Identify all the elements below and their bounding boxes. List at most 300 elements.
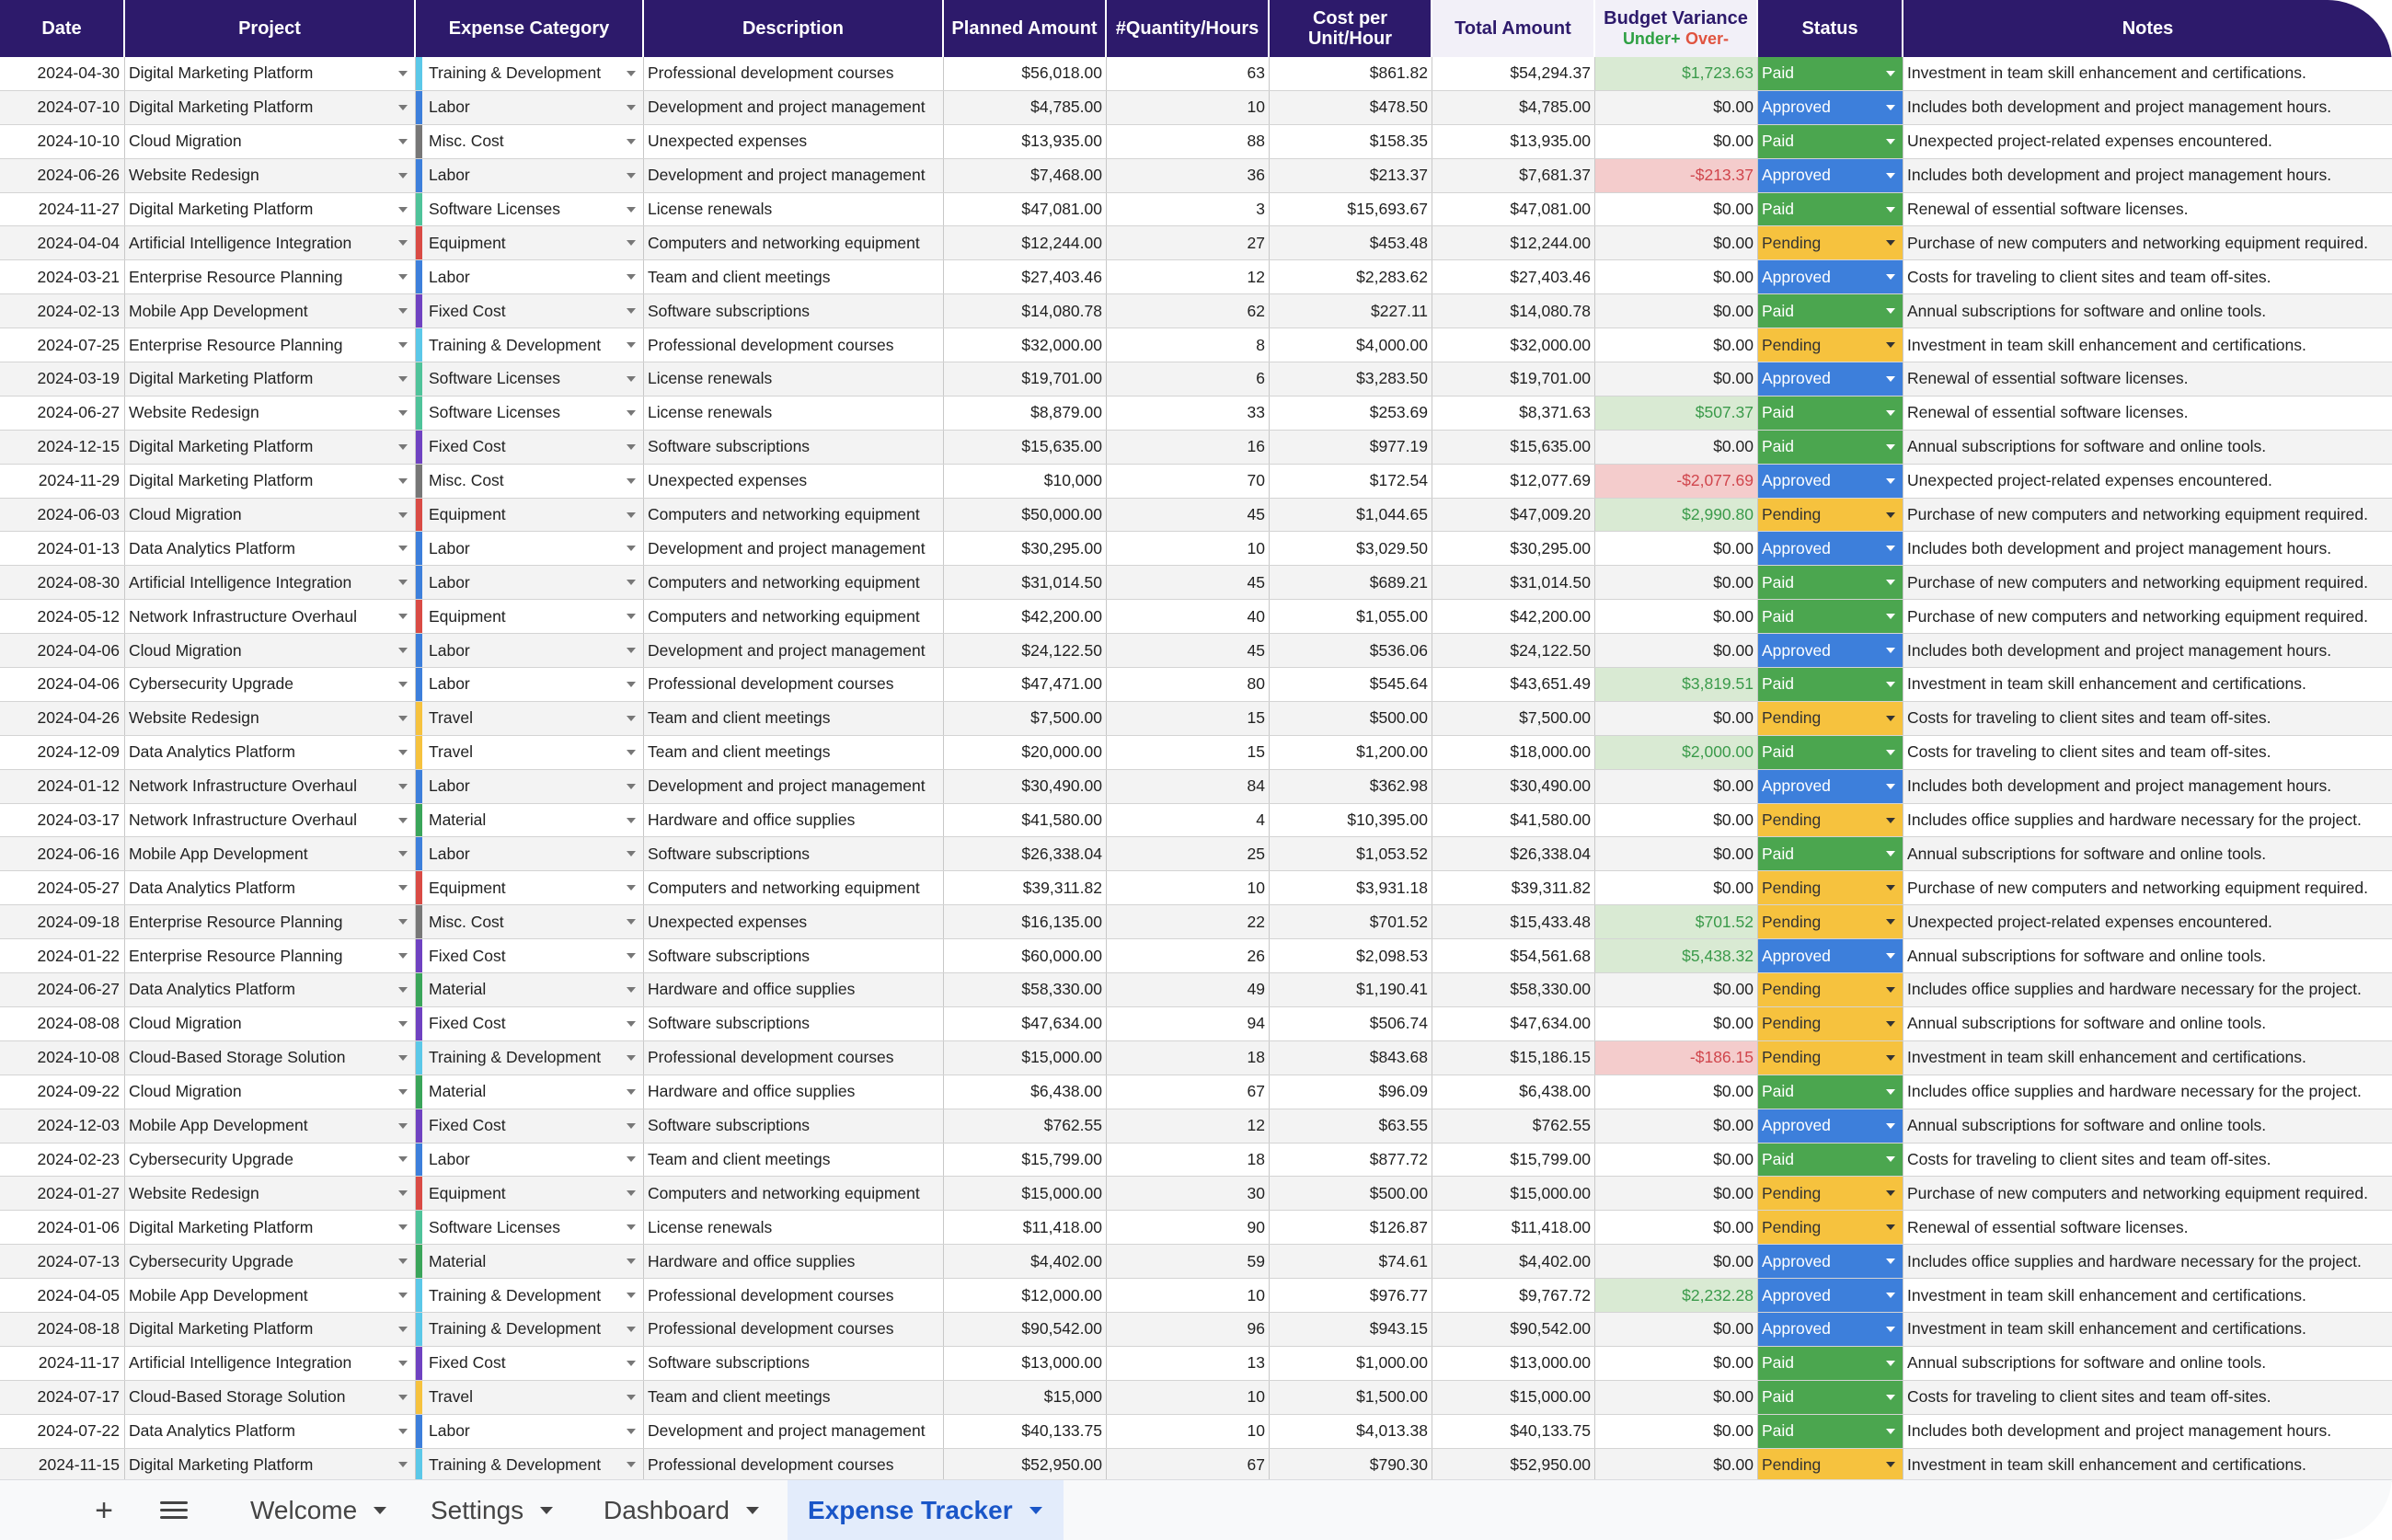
cell-quantity[interactable] — [1107, 1109, 1270, 1143]
cell-total-amount[interactable] — [1432, 1211, 1595, 1244]
dropdown-arrow-icon[interactable] — [1886, 784, 1895, 789]
dropdown-arrow-icon[interactable] — [627, 173, 636, 178]
cell-quantity[interactable] — [1107, 566, 1270, 599]
cell-budget-variance[interactable] — [1595, 1279, 1758, 1312]
cell-description[interactable] — [644, 600, 944, 633]
cell-project[interactable] — [125, 1007, 416, 1040]
dropdown-arrow-icon[interactable] — [398, 512, 408, 518]
status-dropdown[interactable] — [1758, 57, 1903, 90]
cell-total-amount[interactable] — [1432, 1041, 1595, 1075]
cell-quantity[interactable] — [1107, 1313, 1270, 1346]
header-budget-variance[interactable] — [1595, 0, 1758, 57]
dropdown-arrow-icon[interactable] — [398, 1156, 408, 1162]
cell-planned-amount[interactable] — [944, 396, 1107, 430]
cell-quantity[interactable] — [1107, 91, 1270, 124]
cell-project[interactable] — [125, 532, 416, 565]
cell-date[interactable] — [0, 770, 125, 803]
cell-quantity[interactable] — [1107, 532, 1270, 565]
cell-cost-per-unit[interactable] — [1270, 939, 1432, 972]
dropdown-arrow-icon[interactable] — [398, 173, 408, 178]
cell-cost-per-unit[interactable] — [1270, 905, 1432, 938]
dropdown-arrow-icon[interactable] — [398, 342, 408, 348]
dropdown-arrow-icon[interactable] — [1886, 444, 1895, 450]
dropdown-arrow-icon[interactable] — [627, 512, 636, 518]
cell-quantity[interactable] — [1107, 1381, 1270, 1414]
cell-quantity[interactable] — [1107, 1347, 1270, 1380]
cell-planned-amount[interactable] — [944, 1415, 1107, 1448]
cell-cost-per-unit[interactable] — [1270, 362, 1432, 396]
cell-project[interactable] — [125, 837, 416, 870]
cell-project[interactable] — [125, 260, 416, 293]
cell-date[interactable] — [0, 634, 125, 667]
cell-date[interactable] — [0, 736, 125, 769]
cell-cost-per-unit[interactable] — [1270, 193, 1432, 226]
cell-project[interactable] — [125, 1313, 416, 1346]
cell-description[interactable] — [644, 668, 944, 701]
cell-budget-variance[interactable] — [1595, 634, 1758, 667]
cell-description[interactable] — [644, 499, 944, 532]
dropdown-arrow-icon[interactable] — [1886, 1361, 1895, 1366]
cell-cost-per-unit[interactable] — [1270, 634, 1432, 667]
cell-budget-variance[interactable] — [1595, 1415, 1758, 1448]
cell-expense-category[interactable] — [416, 973, 644, 1006]
cell-expense-category[interactable] — [416, 702, 644, 735]
cell-notes[interactable] — [1903, 226, 2392, 259]
cell-quantity[interactable] — [1107, 837, 1270, 870]
cell-cost-per-unit[interactable] — [1270, 1075, 1432, 1109]
dropdown-arrow-icon[interactable] — [398, 71, 408, 76]
cell-expense-category[interactable] — [416, 294, 644, 328]
dropdown-arrow-icon[interactable] — [627, 342, 636, 348]
dropdown-arrow-icon[interactable] — [1886, 1156, 1895, 1162]
cell-date[interactable] — [0, 905, 125, 938]
cell-project[interactable] — [125, 328, 416, 362]
cell-cost-per-unit[interactable] — [1270, 1041, 1432, 1075]
cell-project[interactable] — [125, 668, 416, 701]
cell-date[interactable] — [0, 1041, 125, 1075]
dropdown-arrow-icon[interactable] — [627, 648, 636, 653]
cell-date[interactable] — [0, 532, 125, 565]
cell-expense-category[interactable] — [416, 226, 644, 259]
cell-planned-amount[interactable] — [944, 1313, 1107, 1346]
cell-expense-category[interactable] — [416, 871, 644, 904]
dropdown-arrow-icon[interactable] — [627, 308, 636, 314]
cell-date[interactable] — [0, 396, 125, 430]
cell-budget-variance[interactable] — [1595, 1347, 1758, 1380]
cell-date[interactable] — [0, 431, 125, 464]
cell-description[interactable] — [644, 939, 944, 972]
cell-expense-category[interactable] — [416, 1245, 644, 1278]
cell-quantity[interactable] — [1107, 905, 1270, 938]
cell-planned-amount[interactable] — [944, 465, 1107, 498]
cell-planned-amount[interactable] — [944, 973, 1107, 1006]
cell-expense-category[interactable] — [416, 465, 644, 498]
cell-notes[interactable] — [1903, 566, 2392, 599]
cell-planned-amount[interactable] — [944, 1245, 1107, 1278]
dropdown-arrow-icon[interactable] — [398, 953, 408, 959]
dropdown-arrow-icon[interactable] — [627, 139, 636, 144]
cell-description[interactable] — [644, 226, 944, 259]
dropdown-arrow-icon[interactable] — [1886, 1224, 1895, 1230]
cell-date[interactable] — [0, 668, 125, 701]
dropdown-arrow-icon[interactable] — [398, 1429, 408, 1434]
cell-project[interactable] — [125, 1279, 416, 1312]
cell-expense-category[interactable] — [416, 1041, 644, 1075]
dropdown-arrow-icon[interactable] — [1886, 376, 1895, 382]
header-notes[interactable] — [1903, 0, 2392, 57]
cell-notes[interactable] — [1903, 1449, 2392, 1482]
dropdown-arrow-icon[interactable] — [1886, 512, 1895, 518]
chevron-down-icon[interactable] — [374, 1507, 386, 1514]
cell-total-amount[interactable] — [1432, 600, 1595, 633]
cell-date[interactable] — [0, 1144, 125, 1177]
cell-date[interactable] — [0, 1347, 125, 1380]
cell-project[interactable] — [125, 465, 416, 498]
cell-expense-category[interactable] — [416, 159, 644, 192]
cell-planned-amount[interactable] — [944, 125, 1107, 158]
dropdown-arrow-icon[interactable] — [627, 987, 636, 993]
cell-date[interactable] — [0, 328, 125, 362]
dropdown-arrow-icon[interactable] — [398, 1224, 408, 1230]
cell-date[interactable] — [0, 1177, 125, 1210]
dropdown-arrow-icon[interactable] — [1886, 1123, 1895, 1129]
cell-cost-per-unit[interactable] — [1270, 736, 1432, 769]
cell-expense-category[interactable] — [416, 260, 644, 293]
cell-description[interactable] — [644, 973, 944, 1006]
cell-total-amount[interactable] — [1432, 1245, 1595, 1278]
cell-description[interactable] — [644, 57, 944, 90]
cell-expense-category[interactable] — [416, 1415, 644, 1448]
cell-total-amount[interactable] — [1432, 871, 1595, 904]
cell-expense-category[interactable] — [416, 905, 644, 938]
cell-budget-variance[interactable] — [1595, 871, 1758, 904]
cell-expense-category[interactable] — [416, 499, 644, 532]
dropdown-arrow-icon[interactable] — [627, 885, 636, 891]
cell-description[interactable] — [644, 260, 944, 293]
cell-cost-per-unit[interactable] — [1270, 260, 1432, 293]
dropdown-arrow-icon[interactable] — [627, 410, 636, 416]
cell-budget-variance[interactable] — [1595, 804, 1758, 837]
cell-description[interactable] — [644, 1041, 944, 1075]
tab-dashboard[interactable] — [583, 1480, 779, 1540]
cell-project[interactable] — [125, 1449, 416, 1482]
cell-budget-variance[interactable] — [1595, 362, 1758, 396]
cell-cost-per-unit[interactable] — [1270, 837, 1432, 870]
cell-planned-amount[interactable] — [944, 804, 1107, 837]
cell-description[interactable] — [644, 193, 944, 226]
cell-date[interactable] — [0, 294, 125, 328]
status-dropdown[interactable] — [1758, 396, 1903, 430]
dropdown-arrow-icon[interactable] — [398, 1021, 408, 1027]
dropdown-arrow-icon[interactable] — [1886, 580, 1895, 585]
cell-date[interactable] — [0, 1381, 125, 1414]
cell-quantity[interactable] — [1107, 736, 1270, 769]
cell-budget-variance[interactable] — [1595, 1007, 1758, 1040]
dropdown-arrow-icon[interactable] — [627, 376, 636, 382]
cell-total-amount[interactable] — [1432, 1075, 1595, 1109]
cell-cost-per-unit[interactable] — [1270, 57, 1432, 90]
cell-quantity[interactable] — [1107, 770, 1270, 803]
cell-budget-variance[interactable] — [1595, 159, 1758, 192]
status-dropdown[interactable] — [1758, 973, 1903, 1006]
cell-budget-variance[interactable] — [1595, 905, 1758, 938]
cell-total-amount[interactable] — [1432, 226, 1595, 259]
cell-quantity[interactable] — [1107, 193, 1270, 226]
cell-planned-amount[interactable] — [944, 226, 1107, 259]
cell-budget-variance[interactable] — [1595, 702, 1758, 735]
cell-planned-amount[interactable] — [944, 770, 1107, 803]
cell-total-amount[interactable] — [1432, 260, 1595, 293]
status-dropdown[interactable] — [1758, 1211, 1903, 1244]
status-dropdown[interactable] — [1758, 125, 1903, 158]
dropdown-arrow-icon[interactable] — [398, 1293, 408, 1298]
dropdown-arrow-icon[interactable] — [1886, 342, 1895, 348]
cell-cost-per-unit[interactable] — [1270, 1211, 1432, 1244]
cell-date[interactable] — [0, 1007, 125, 1040]
cell-notes[interactable] — [1903, 600, 2392, 633]
cell-planned-amount[interactable] — [944, 905, 1107, 938]
cell-budget-variance[interactable] — [1595, 1041, 1758, 1075]
status-dropdown[interactable] — [1758, 1007, 1903, 1040]
cell-budget-variance[interactable] — [1595, 465, 1758, 498]
cell-quantity[interactable] — [1107, 1144, 1270, 1177]
dropdown-arrow-icon[interactable] — [398, 1055, 408, 1061]
cell-notes[interactable] — [1903, 57, 2392, 90]
cell-total-amount[interactable] — [1432, 1313, 1595, 1346]
cell-notes[interactable] — [1903, 634, 2392, 667]
dropdown-arrow-icon[interactable] — [398, 885, 408, 891]
cell-date[interactable] — [0, 226, 125, 259]
cell-project[interactable] — [125, 939, 416, 972]
cell-notes[interactable] — [1903, 362, 2392, 396]
cell-project[interactable] — [125, 1177, 416, 1210]
status-dropdown[interactable] — [1758, 736, 1903, 769]
dropdown-arrow-icon[interactable] — [627, 682, 636, 687]
cell-notes[interactable] — [1903, 91, 2392, 124]
cell-notes[interactable] — [1903, 1245, 2392, 1278]
cell-notes[interactable] — [1903, 1075, 2392, 1109]
cell-expense-category[interactable] — [416, 770, 644, 803]
cell-total-amount[interactable] — [1432, 804, 1595, 837]
tab-expense-tracker[interactable] — [788, 1480, 1064, 1540]
cell-planned-amount[interactable] — [944, 57, 1107, 90]
cell-expense-category[interactable] — [416, 125, 644, 158]
cell-quantity[interactable] — [1107, 431, 1270, 464]
cell-budget-variance[interactable] — [1595, 226, 1758, 259]
cell-project[interactable] — [125, 804, 416, 837]
cell-budget-variance[interactable] — [1595, 566, 1758, 599]
dropdown-arrow-icon[interactable] — [1886, 750, 1895, 755]
cell-quantity[interactable] — [1107, 1007, 1270, 1040]
cell-cost-per-unit[interactable] — [1270, 465, 1432, 498]
cell-date[interactable] — [0, 939, 125, 972]
dropdown-arrow-icon[interactable] — [1886, 851, 1895, 856]
cell-budget-variance[interactable] — [1595, 125, 1758, 158]
cell-project[interactable] — [125, 431, 416, 464]
cell-notes[interactable] — [1903, 871, 2392, 904]
status-dropdown[interactable] — [1758, 1279, 1903, 1312]
status-dropdown[interactable] — [1758, 159, 1903, 192]
cell-description[interactable] — [644, 1211, 944, 1244]
cell-planned-amount[interactable] — [944, 328, 1107, 362]
cell-total-amount[interactable] — [1432, 1347, 1595, 1380]
cell-planned-amount[interactable] — [944, 260, 1107, 293]
cell-expense-category[interactable] — [416, 91, 644, 124]
cell-planned-amount[interactable] — [944, 1109, 1107, 1143]
status-dropdown[interactable] — [1758, 465, 1903, 498]
cell-project[interactable] — [125, 905, 416, 938]
cell-budget-variance[interactable] — [1595, 1177, 1758, 1210]
cell-budget-variance[interactable] — [1595, 770, 1758, 803]
cell-date[interactable] — [0, 499, 125, 532]
cell-notes[interactable] — [1903, 1144, 2392, 1177]
cell-cost-per-unit[interactable] — [1270, 1109, 1432, 1143]
dropdown-arrow-icon[interactable] — [398, 546, 408, 551]
status-dropdown[interactable] — [1758, 226, 1903, 259]
dropdown-arrow-icon[interactable] — [1886, 1327, 1895, 1332]
cell-description[interactable] — [644, 837, 944, 870]
cell-project[interactable] — [125, 362, 416, 396]
cell-date[interactable] — [0, 1245, 125, 1278]
cell-budget-variance[interactable] — [1595, 260, 1758, 293]
cell-project[interactable] — [125, 1075, 416, 1109]
cell-notes[interactable] — [1903, 804, 2392, 837]
cell-description[interactable] — [644, 1007, 944, 1040]
dropdown-arrow-icon[interactable] — [1886, 1462, 1895, 1467]
cell-description[interactable] — [644, 1144, 944, 1177]
cell-budget-variance[interactable] — [1595, 193, 1758, 226]
status-dropdown[interactable] — [1758, 1075, 1903, 1109]
dropdown-arrow-icon[interactable] — [1886, 105, 1895, 110]
cell-planned-amount[interactable] — [944, 634, 1107, 667]
dropdown-arrow-icon[interactable] — [627, 207, 636, 213]
chevron-down-icon[interactable] — [746, 1507, 759, 1514]
cell-total-amount[interactable] — [1432, 396, 1595, 430]
cell-budget-variance[interactable] — [1595, 600, 1758, 633]
dropdown-arrow-icon[interactable] — [1886, 648, 1895, 653]
cell-cost-per-unit[interactable] — [1270, 804, 1432, 837]
dropdown-arrow-icon[interactable] — [627, 1462, 636, 1467]
cell-notes[interactable] — [1903, 1177, 2392, 1210]
dropdown-arrow-icon[interactable] — [1886, 614, 1895, 619]
dropdown-arrow-icon[interactable] — [398, 308, 408, 314]
dropdown-arrow-icon[interactable] — [1886, 410, 1895, 416]
cell-planned-amount[interactable] — [944, 362, 1107, 396]
cell-planned-amount[interactable] — [944, 939, 1107, 972]
cell-notes[interactable] — [1903, 1109, 2392, 1143]
cell-cost-per-unit[interactable] — [1270, 600, 1432, 633]
dropdown-arrow-icon[interactable] — [627, 240, 636, 246]
cell-description[interactable] — [644, 1245, 944, 1278]
dropdown-arrow-icon[interactable] — [1886, 1293, 1895, 1298]
cell-cost-per-unit[interactable] — [1270, 294, 1432, 328]
dropdown-arrow-icon[interactable] — [627, 851, 636, 856]
cell-date[interactable] — [0, 1415, 125, 1448]
dropdown-arrow-icon[interactable] — [398, 1190, 408, 1196]
dropdown-arrow-icon[interactable] — [398, 1462, 408, 1467]
cell-notes[interactable] — [1903, 1211, 2392, 1244]
dropdown-arrow-icon[interactable] — [398, 818, 408, 823]
cell-total-amount[interactable] — [1432, 770, 1595, 803]
cell-planned-amount[interactable] — [944, 499, 1107, 532]
cell-cost-per-unit[interactable] — [1270, 1144, 1432, 1177]
cell-cost-per-unit[interactable] — [1270, 499, 1432, 532]
cell-expense-category[interactable] — [416, 1177, 644, 1210]
cell-planned-amount[interactable] — [944, 668, 1107, 701]
cell-budget-variance[interactable] — [1595, 736, 1758, 769]
cell-project[interactable] — [125, 1381, 416, 1414]
dropdown-arrow-icon[interactable] — [1886, 682, 1895, 687]
cell-cost-per-unit[interactable] — [1270, 159, 1432, 192]
status-dropdown[interactable] — [1758, 91, 1903, 124]
dropdown-arrow-icon[interactable] — [627, 444, 636, 450]
cell-planned-amount[interactable] — [944, 431, 1107, 464]
dropdown-arrow-icon[interactable] — [1886, 207, 1895, 213]
header-total-amount[interactable] — [1432, 0, 1595, 57]
cell-date[interactable] — [0, 465, 125, 498]
cell-total-amount[interactable] — [1432, 465, 1595, 498]
status-dropdown[interactable] — [1758, 431, 1903, 464]
status-dropdown[interactable] — [1758, 668, 1903, 701]
cell-date[interactable] — [0, 1279, 125, 1312]
cell-notes[interactable] — [1903, 973, 2392, 1006]
status-dropdown[interactable] — [1758, 1245, 1903, 1278]
cell-project[interactable] — [125, 125, 416, 158]
cell-description[interactable] — [644, 1347, 944, 1380]
cell-quantity[interactable] — [1107, 1449, 1270, 1482]
cell-quantity[interactable] — [1107, 57, 1270, 90]
cell-total-amount[interactable] — [1432, 1415, 1595, 1448]
cell-total-amount[interactable] — [1432, 431, 1595, 464]
cell-date[interactable] — [0, 91, 125, 124]
cell-expense-category[interactable] — [416, 193, 644, 226]
dropdown-arrow-icon[interactable] — [398, 682, 408, 687]
dropdown-arrow-icon[interactable] — [627, 1429, 636, 1434]
cell-total-amount[interactable] — [1432, 294, 1595, 328]
dropdown-arrow-icon[interactable] — [627, 1224, 636, 1230]
tab-settings[interactable] — [410, 1480, 573, 1540]
cell-expense-category[interactable] — [416, 1211, 644, 1244]
cell-cost-per-unit[interactable] — [1270, 1415, 1432, 1448]
cell-project[interactable] — [125, 396, 416, 430]
cell-total-amount[interactable] — [1432, 1381, 1595, 1414]
cell-description[interactable] — [644, 1279, 944, 1312]
cell-quantity[interactable] — [1107, 804, 1270, 837]
cell-budget-variance[interactable] — [1595, 91, 1758, 124]
cell-project[interactable] — [125, 1144, 416, 1177]
cell-project[interactable] — [125, 1211, 416, 1244]
cell-notes[interactable] — [1903, 736, 2392, 769]
cell-expense-category[interactable] — [416, 362, 644, 396]
cell-notes[interactable] — [1903, 294, 2392, 328]
dropdown-arrow-icon[interactable] — [398, 750, 408, 755]
status-dropdown[interactable] — [1758, 837, 1903, 870]
cell-description[interactable] — [644, 91, 944, 124]
cell-notes[interactable] — [1903, 193, 2392, 226]
dropdown-arrow-icon[interactable] — [627, 716, 636, 721]
cell-notes[interactable] — [1903, 939, 2392, 972]
dropdown-arrow-icon[interactable] — [398, 614, 408, 619]
cell-notes[interactable] — [1903, 770, 2392, 803]
cell-date[interactable] — [0, 566, 125, 599]
dropdown-arrow-icon[interactable] — [398, 648, 408, 653]
dropdown-arrow-icon[interactable] — [1886, 987, 1895, 993]
dropdown-arrow-icon[interactable] — [1886, 1190, 1895, 1196]
header-project[interactable] — [125, 0, 416, 57]
dropdown-arrow-icon[interactable] — [627, 1055, 636, 1061]
cell-total-amount[interactable] — [1432, 499, 1595, 532]
dropdown-arrow-icon[interactable] — [627, 750, 636, 755]
